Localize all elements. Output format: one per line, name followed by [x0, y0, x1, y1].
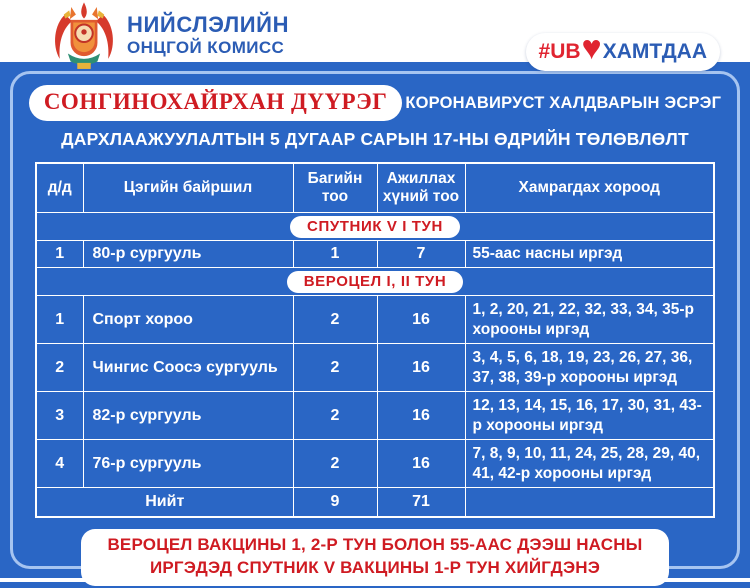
- cell-khoroos: 7, 8, 9, 10, 11, 24, 25, 28, 29, 40, 41, 42-р хорооны иргэд: [465, 440, 714, 488]
- cell-teams: 2: [293, 440, 377, 488]
- section-title-sputnik: СПУТНИК V I ТУН: [290, 216, 460, 238]
- vaccination-schedule-table: [35, 162, 715, 518]
- heart-icon: ♥: [581, 29, 602, 67]
- table-total-row: [36, 488, 714, 518]
- cell-workers: 16: [377, 392, 465, 440]
- cell-location: Спорт хороо: [83, 296, 293, 344]
- col-header-workers: Ажиллах хүний тоо: [377, 163, 465, 213]
- cell-teams: 2: [293, 344, 377, 392]
- total-teams: 9: [293, 488, 377, 518]
- cell-location: Чингис Соосэ сургууль: [83, 344, 293, 392]
- cell-workers: 16: [377, 296, 465, 344]
- cell-teams: 1: [293, 241, 377, 268]
- org-name-line1: НИЙСЛЭЛИЙН: [127, 12, 290, 37]
- cell-no: 1: [36, 296, 83, 344]
- cell-workers: 7: [377, 241, 465, 268]
- campaign-hashtag: #UB: [538, 40, 581, 63]
- col-header-khoroos: Хамрагдах хороод: [465, 163, 714, 213]
- total-workers: 71: [377, 488, 465, 518]
- table-header-row: [36, 163, 714, 213]
- cell-teams: 2: [293, 296, 377, 344]
- section-header-sputnik: [36, 213, 714, 241]
- section-title-verocell: ВЕРОЦЕЛ I, II ТУН: [287, 271, 464, 293]
- cell-khoroos: 55-аас насны иргэд: [465, 241, 714, 268]
- ulaanbaatar-crest-icon: [50, 1, 118, 75]
- section-header-verocell: [36, 268, 714, 296]
- total-khoroos-empty: [465, 488, 714, 518]
- cell-khoroos: 12, 13, 14, 15, 16, 17, 30, 31, 43-р хорооны иргэд: [465, 392, 714, 440]
- footer-note: ВЕРОЦЕЛ ВАКЦИНЫ 1, 2-Р ТУН БОЛОН 55-ААС ДЭЭШ НАСНЫ ИРГЭДЭД СПУТНИК V ВАКЦИНЫ 1-Р ТУН ХИЙГДЭНЭ: [81, 529, 669, 586]
- table-row: [36, 296, 714, 344]
- org-name: [127, 14, 289, 56]
- col-header-teams: Багийн тоо: [293, 163, 377, 213]
- col-header-location: Цэгийн байршил: [83, 163, 293, 213]
- poster-title-line1: [29, 85, 721, 121]
- campaign-badge: [526, 29, 720, 71]
- cell-khoroos: 1, 2, 20, 21, 22, 32, 33, 34, 35-р хорооны иргэд: [465, 296, 714, 344]
- table-row: [36, 392, 714, 440]
- total-label: Нийт: [36, 488, 293, 518]
- cell-khoroos: 3, 4, 5, 6, 18, 19, 23, 26, 27, 36, 37, 38, 39-р хорооны иргэд: [465, 344, 714, 392]
- poster-content: [0, 62, 750, 578]
- org-name-line2: ОНЦГОЙ КОМИСС: [127, 38, 285, 57]
- title-line1-rest: КОРОНАВИРУСТ ХАЛДВАРЫН ЭСРЭГ: [405, 93, 722, 112]
- cell-location: 80-р сургууль: [83, 241, 293, 268]
- table-row: [36, 241, 714, 268]
- cell-no: 1: [36, 241, 83, 268]
- cell-no: 4: [36, 440, 83, 488]
- poster-title-line2: ДАРХЛААЖУУЛАЛТЫН 5 ДУГААР САРЫН 17-НЫ ӨДРИЙН ТӨЛӨВЛӨЛТ: [61, 129, 689, 149]
- cell-teams: 2: [293, 392, 377, 440]
- cell-location: 82-р сургууль: [83, 392, 293, 440]
- cell-workers: 16: [377, 344, 465, 392]
- district-name-pill: СОНГИНОХАЙРХАН ДҮҮРЭГ: [29, 85, 403, 121]
- cell-no: 3: [36, 392, 83, 440]
- cell-no: 2: [36, 344, 83, 392]
- col-header-no: д/д: [36, 163, 83, 213]
- table-row: [36, 440, 714, 488]
- campaign-word: ХАМТДАА: [602, 40, 707, 63]
- cell-workers: 16: [377, 440, 465, 488]
- cell-location: 76-р сургууль: [83, 440, 293, 488]
- table-row: [36, 344, 714, 392]
